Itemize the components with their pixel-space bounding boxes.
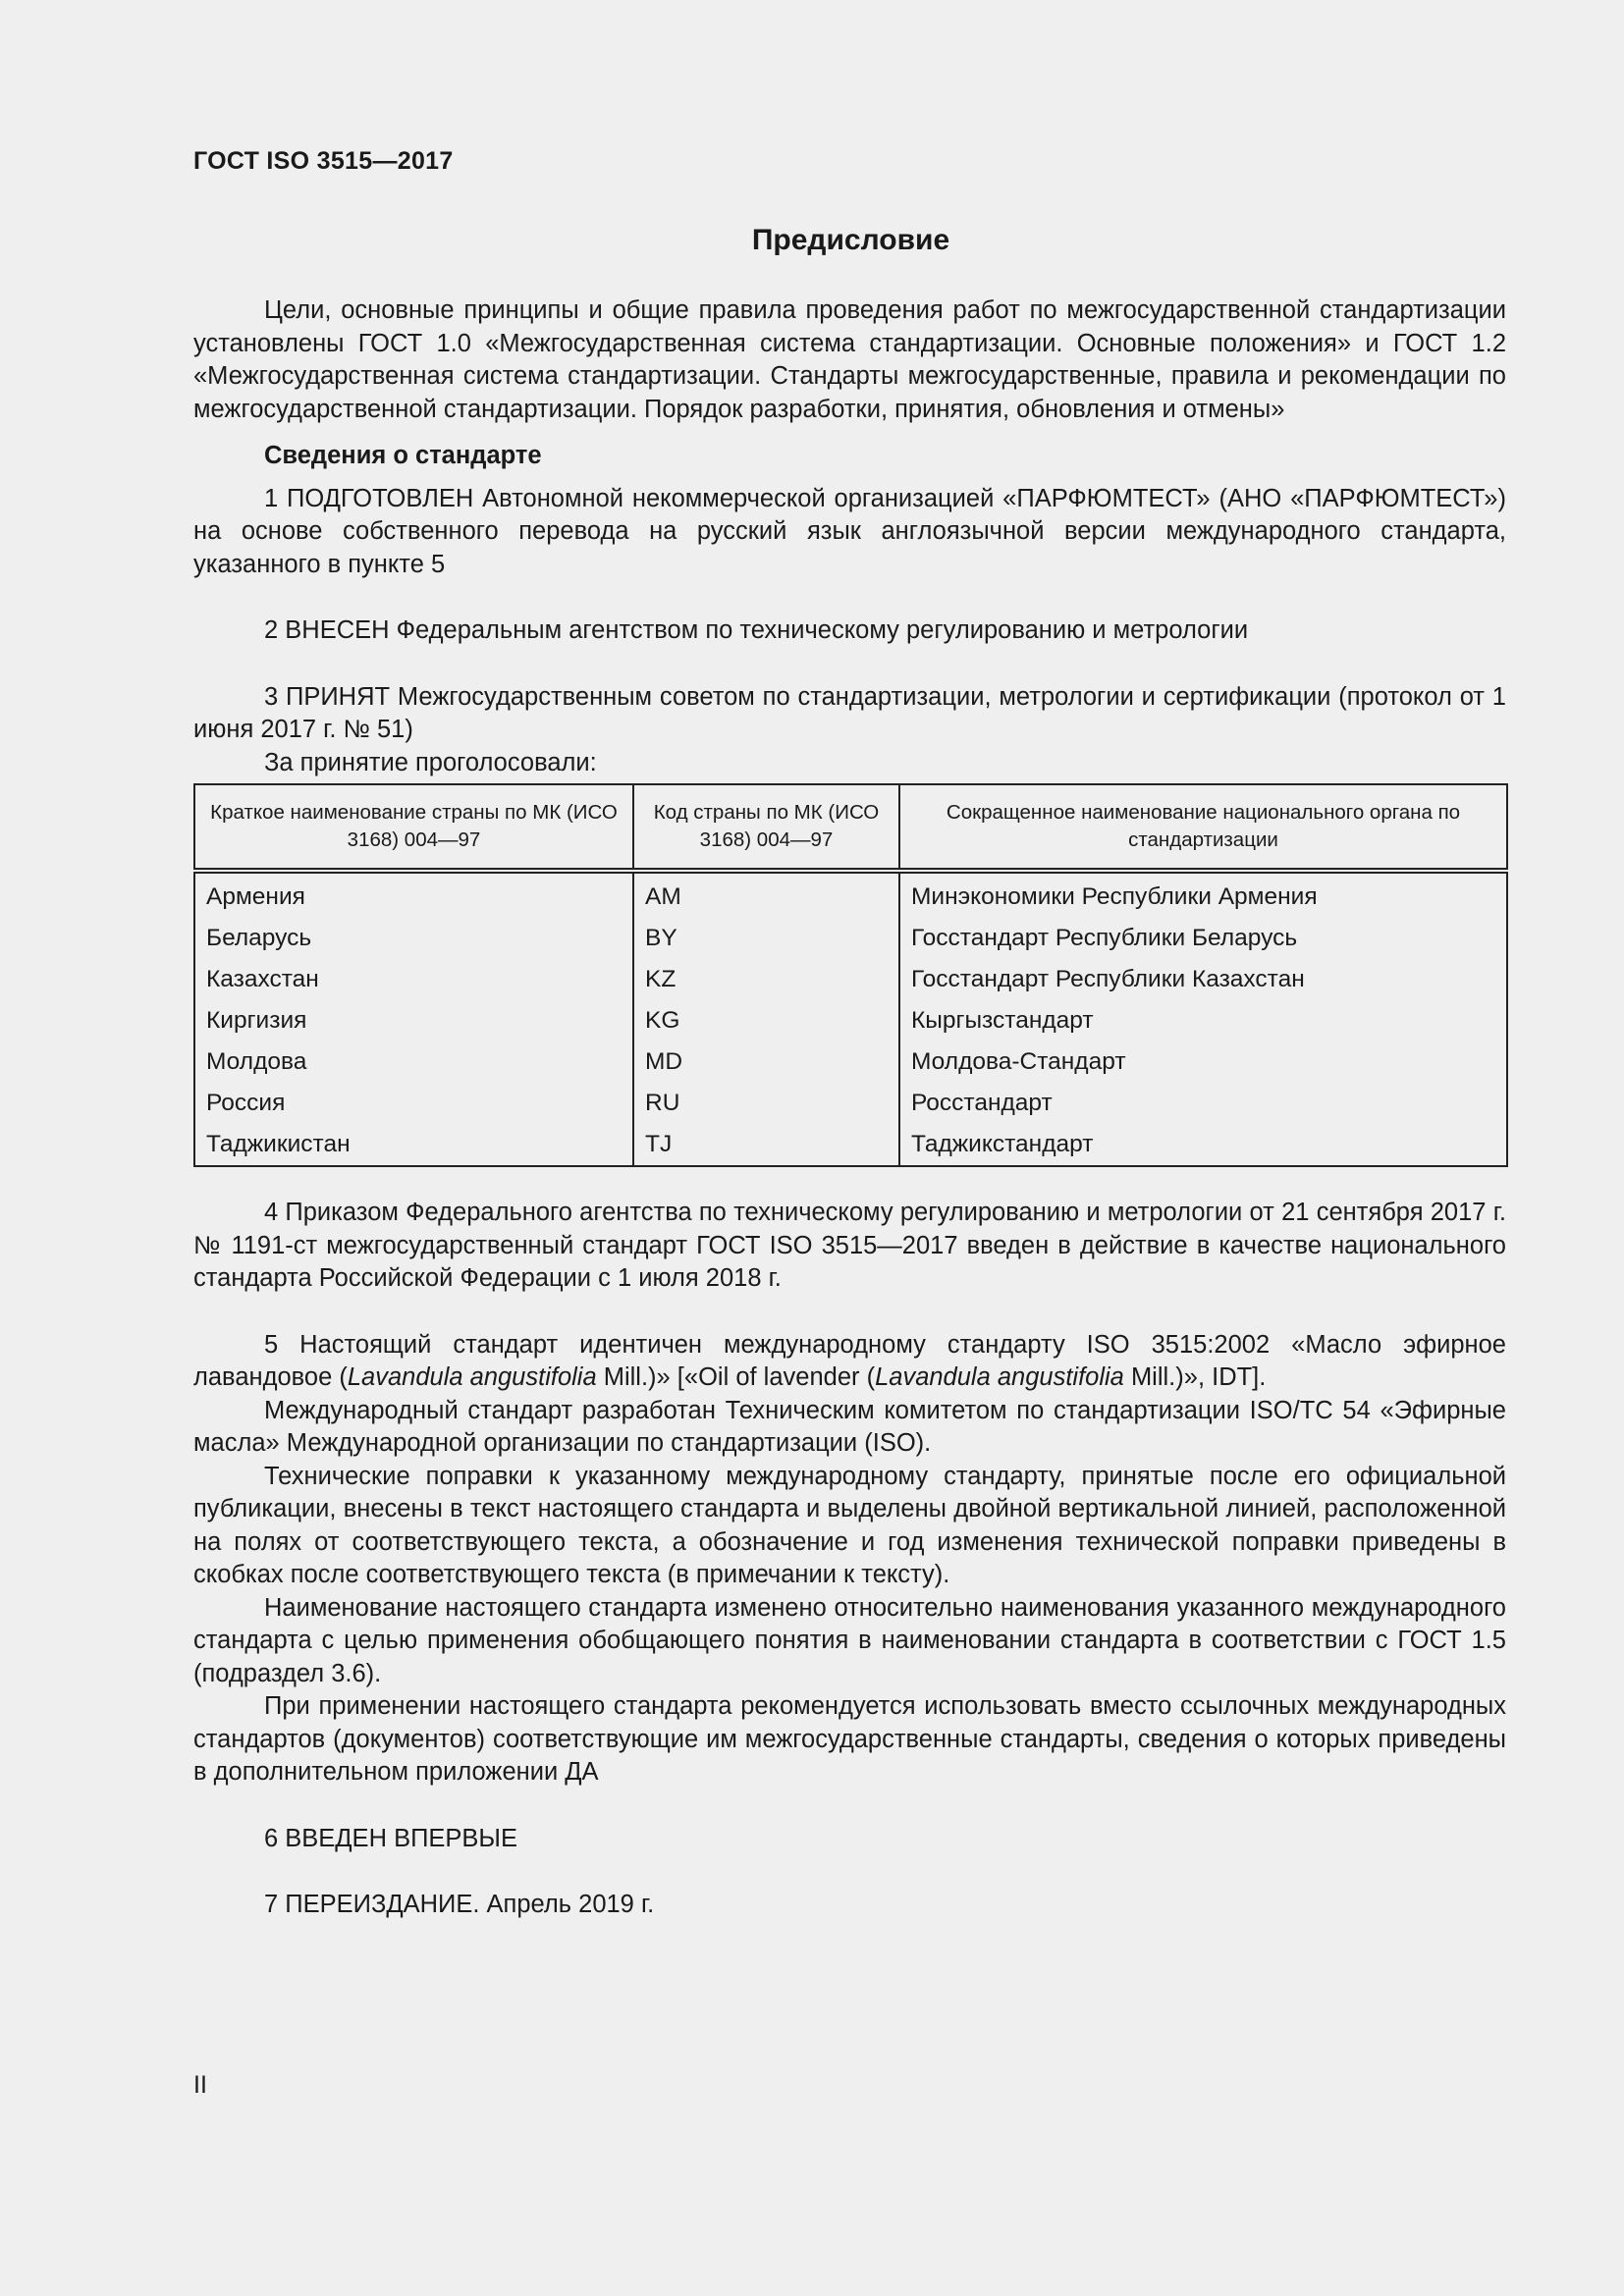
table-row — [194, 1041, 1507, 1083]
table-row — [194, 1000, 1507, 1041]
item-3-paragraph: 3 ПРИНЯТ Межгосударственным советом по стандартизации, метрологии и сертификации (протокол от 1 июня 2017 г. № 51) — [193, 682, 1506, 743]
item-5-text-b: Mill.)» [«Oil of lavender ( — [596, 1363, 876, 1391]
column-header-code: Код страны по МК (ИСО 3168) 004—97 — [633, 784, 899, 871]
standards-body-cell: Таджикстандарт — [899, 1124, 1507, 1166]
page-title: Предисловие — [751, 224, 950, 256]
item-5-corrections-paragraph: Технические поправки к указанному международному стандарту, принятые после его официальной публикации, внесены в текст настоящего стандарта и выделены двойной вертикальной линией, расположенной на полях от соответствующего текста, а обозначение и год изменения технической поправки приведены в скобках после соответствующего текста (в примечании к тексту). — [193, 1462, 1506, 1588]
country-name-cell: Таджикистан — [194, 1124, 633, 1166]
country-code-cell: AM — [633, 871, 899, 918]
country-name-cell: Киргизия — [194, 1000, 633, 1041]
country-name-cell: Молдова — [194, 1041, 633, 1083]
table-row — [194, 959, 1507, 1000]
country-name-cell: Армения — [194, 871, 633, 918]
country-code-cell: KG — [633, 1000, 899, 1041]
country-code-cell: MD — [633, 1041, 899, 1083]
item-1-paragraph: 1 ПОДГОТОВЛЕН Автономной некоммерческой организацией «ПАРФЮМТЕСТ» (АНО «ПАРФЮМТЕСТ») на основе собственного перевода на русский язык англоязычной версии международного стандарта, указанного в пункте 5 — [193, 484, 1506, 578]
item-7-paragraph: 7 ПЕРЕИЗДАНИЕ. Апрель 2019 г. — [264, 1891, 655, 1918]
standards-body-cell: Кыргызстандарт — [899, 1000, 1507, 1041]
foreword-content — [193, 294, 1506, 1922]
voting-countries-table — [193, 783, 1508, 1167]
column-header-country: Краткое наименование страны по МК (ИСО 3168) 004—97 — [194, 784, 633, 871]
item-2-paragraph: 2 ВНЕСЕН Федеральным агентством по техническому регулированию и метрологии — [264, 616, 1249, 644]
table-header-row — [194, 784, 1507, 871]
column-header-body: Сокращенное наименование национального органа по стандартизации — [899, 784, 1507, 871]
page-number: II — [193, 2071, 207, 2099]
country-code-cell: TJ — [633, 1124, 899, 1166]
item-5-text-c: Mill.)», IDT]. — [1123, 1363, 1267, 1391]
item-4-paragraph: 4 Приказом Федерального агентства по техническому регулированию и метрологии от 21 сентября 2017 г. № 1191-ст межгосударственный стандарт ГОСТ ISO 3515—2017 введен в действие в качестве национального стандарта Российской Федерации с 1 июля 2018 г. — [193, 1199, 1506, 1292]
item-5-latin-name-2: Lavandula angustifolia — [875, 1363, 1124, 1391]
standards-body-cell: Минэкономики Республики Армения — [899, 871, 1507, 918]
info-heading: Сведения о стандарте — [264, 442, 542, 469]
item-5-references-paragraph: При применении настоящего стандарта рекомендуется использовать вместо ссылочных международных стандартов (документов) соответствующие им межгосударственные стандарты, сведения о которых приведены в дополнительном приложении ДА — [193, 1692, 1506, 1786]
item-5-title-change-paragraph: Наименование настоящего стандарта изменено относительно наименования указанного международного стандарта с целью применения обобщающего понятия в наименовании стандарта в соответствии с ГОСТ 1.5 (подраздел 3.6). — [193, 1593, 1506, 1687]
standards-body-cell: Госстандарт Республики Беларусь — [899, 918, 1507, 959]
table-row — [194, 918, 1507, 959]
standards-body-cell: Росстандарт — [899, 1083, 1507, 1124]
standards-body-cell: Молдова-Стандарт — [899, 1041, 1507, 1083]
country-name-cell: Россия — [194, 1083, 633, 1124]
item-5-text-a: 5 Настоящий стандарт идентичен международному стандарту ISO 3515:2002 «Масло эфирное лавандовое ( — [193, 1330, 1506, 1391]
country-code-cell: BY — [633, 918, 899, 959]
document-code-header: ГОСТ ISO 3515—2017 — [193, 147, 454, 175]
country-code-cell: RU — [633, 1083, 899, 1124]
item-5-committee-paragraph: Международный стандарт разработан Техническим комитетом по стандартизации ISO/TC 54 «Эфирные масла» Международной организации по стандартизации (ISO). — [193, 1396, 1506, 1457]
standards-body-cell: Госстандарт Республики Казахстан — [899, 959, 1507, 1000]
item-5-paragraph — [193, 1329, 1506, 1395]
country-name-cell: Казахстан — [194, 959, 633, 1000]
voted-label: За принятие проголосовали: — [264, 748, 597, 776]
country-name-cell: Беларусь — [194, 918, 633, 959]
item-6-paragraph: 6 ВВЕДЕН ВПЕРВЫЕ — [264, 1824, 518, 1852]
table-row — [194, 871, 1507, 918]
table-row — [194, 1124, 1507, 1166]
country-code-cell: KZ — [633, 959, 899, 1000]
table-row — [194, 1083, 1507, 1124]
item-5-latin-name-1: Lavandula angustifolia — [347, 1363, 597, 1391]
intro-paragraph: Цели, основные принципы и общие правила проведения работ по межгосударственной стандартизации установлены ГОСТ 1.0 «Межгосударственная система стандартизации. Основные положения» и ГОСТ 1.2 «Межгосударственная система стандартизации. Стандарты межгосударственные, правила и рекомендации по межгосударственной стандартизации. Порядок разработки, принятия, обновления и отмены» — [193, 296, 1506, 423]
